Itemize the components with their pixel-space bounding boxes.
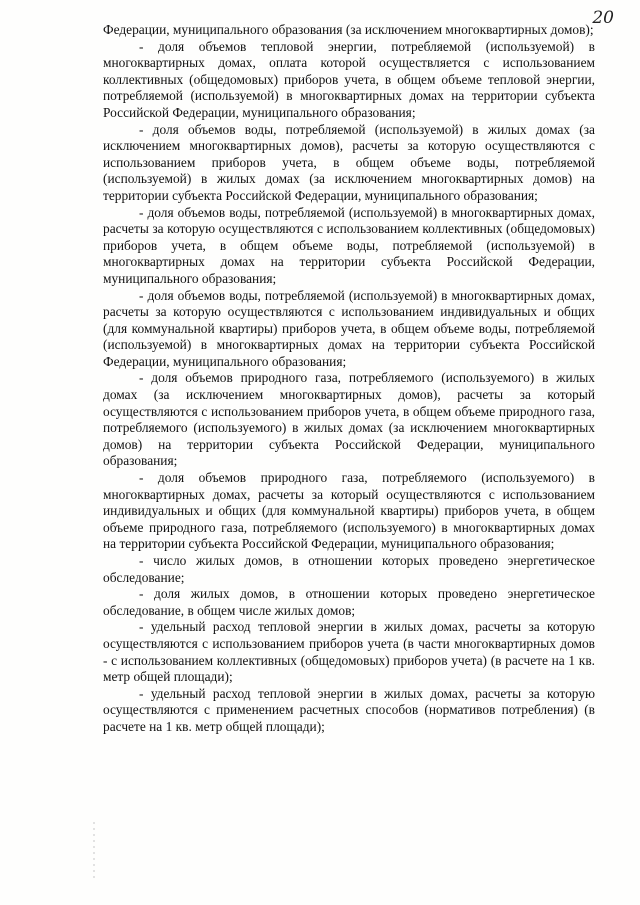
page-number: 20 xyxy=(592,8,614,28)
list-item: - доля объемов природного газа, потребляемого (используемого) в многоквартирных домах, расчеты за который осуществляются с использованием индивидуальных и общих (для коммунальной квартиры) приборов учета, в общем объеме природного газа, потребляемого (используемого) в многоквартирных домах на территории субъекта Российской Федерации, муниципального образования; xyxy=(103,470,595,552)
list-item: - удельный расход тепловой энергии в жилых домах, расчеты за которую осуществляются с использованием приборов учета (в части многоквартирных домов - с использованием коллективных (общедомовых) приборов учета) (в расчете на 1 кв. метр общей площади); xyxy=(103,619,595,685)
scan-margin-dots xyxy=(92,820,96,880)
list-item: - число жилых домов, в отношении которых проведено энергетическое обследование; xyxy=(103,553,595,585)
document-body xyxy=(103,22,595,736)
list-item: - доля объемов природного газа, потребляемого (используемого) в жилых домах (за исключением многоквартирных домов), расчеты за который осуществляются с использованием приборов учета, в общем объеме природного газа, потребляемого (используемого) в жилых домах (за исключением многоквартирных домов) на территории субъекта Российской Федерации, муниципального образования; xyxy=(103,370,595,469)
paragraph-continuation: Федерации, муниципального образования (за исключением многоквартирных домов); xyxy=(103,22,594,37)
list-item: - доля объемов тепловой энергии, потребляемой (используемой) в многоквартирных домах, оплата которой осуществляется с использованием коллективных (общедомовых) приборов учета, в общем объеме тепловой энергии, потребляемой (используемой) в многоквартирных домах на территории субъекта Российской Федерации, муниципального образования; xyxy=(103,38,595,120)
list-item: - доля объемов воды, потребляемой (используемой) в многоквартирных домах, расчеты за которую осуществляются с использованием индивидуальных и общих (для коммунальной квартиры) приборов учета, в общем объеме воды, потребляемой (используемой) в многоквартирных домах на территории субъекта Российской Федерации, муниципального образования; xyxy=(103,287,595,369)
list-item: - доля жилых домов, в отношении которых проведено энергетическое обследование, в общем числе жилых домов; xyxy=(103,586,595,618)
list-item: - доля объемов воды, потребляемой (используемой) в жилых домах (за исключением многоквартирных домов), расчеты за которую осуществляются с использованием приборов учета, в общем объеме воды, потребляемой (используемой) в жилых домах (за исключением многоквартирных домов) на территории субъекта Российской Федерации, муниципального образования; xyxy=(103,121,595,203)
list-item: - удельный расход тепловой энергии в жилых домах, расчеты за которую осуществляются с применением расчетных способов (нормативов потребления) (в расчете на 1 кв. метр общей площади); xyxy=(103,685,595,734)
list-item: - доля объемов воды, потребляемой (используемой) в многоквартирных домах, расчеты за которую осуществляются с использованием коллективных (общедомовых) приборов учета, в общем объеме воды, потребляемой (используемой) в многоквартирных домах на территории субъекта Российской Федерации, муниципального образования; xyxy=(103,204,595,286)
